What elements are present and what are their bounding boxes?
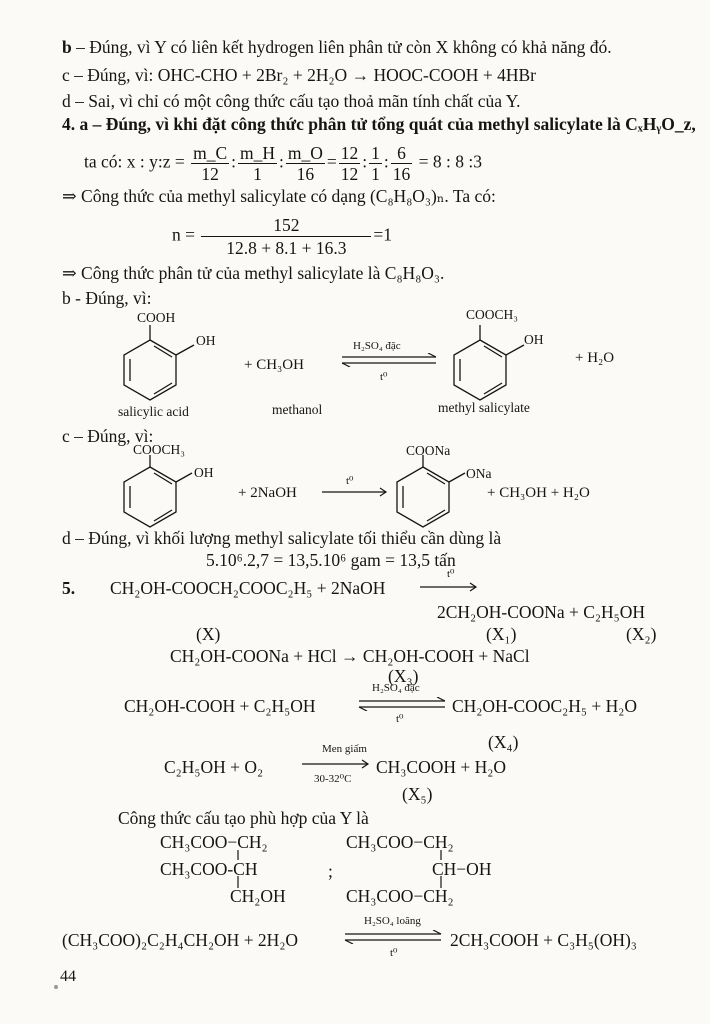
methyl-salicylate-top-label: COOCH₃ bbox=[466, 307, 518, 322]
salicylic-cooh-label: COOH bbox=[137, 310, 176, 325]
mass-calculation: 5.10⁶.2,7 = 13,5.10⁶ gam = 13,5 tấn bbox=[206, 550, 456, 570]
reaction-2: CH₂OH-COONa + HCl → CH₂OH-COOH + NaCl bbox=[170, 646, 530, 666]
reaction-4-right: CH₃COOH + H₂O bbox=[376, 757, 506, 777]
condition-men-giam: Men giấm bbox=[322, 743, 367, 755]
condition-h2so4-dac-r3: H₂SO₄ đặc bbox=[372, 682, 420, 694]
sodium-products: + CH₃OH + H₂O bbox=[487, 485, 590, 501]
reaction-arrow-c bbox=[320, 487, 390, 497]
y2-bonds bbox=[437, 850, 445, 890]
ms2-top-label: COOCH₃ bbox=[133, 442, 185, 457]
reaction-arrow-1 bbox=[418, 582, 480, 592]
fraction-mo: $\frac{m\_O}{16}$ bbox=[287, 143, 323, 184]
salicylic-oh-label: OH bbox=[196, 333, 216, 348]
molecular-formula-line: ⇒ Công thức phân tử của methyl salicylate là C₈H₈O₃. bbox=[62, 263, 445, 283]
hydrolysis-left: (CH₃COO)₂C₂H₄CH₂OH + 2H₂O bbox=[62, 930, 299, 950]
hydrolysis-right: 2CH₃COOH + C₃H₅(OH)₃ bbox=[450, 930, 637, 950]
water-product: + H₂O bbox=[575, 350, 615, 366]
answer-c2-line: c – Đúng, vì: bbox=[62, 426, 154, 446]
label-x3: (X₃) bbox=[388, 666, 419, 686]
fraction-mc: $\frac{m\_C}{12}$ bbox=[193, 143, 228, 184]
ratio-prefix: ta có: x : y:z = bbox=[84, 151, 185, 172]
answer-b-line: b – Đúng, vì Y có liên kết hydrogen liên phân tử còn X không có khả năng đó. bbox=[62, 37, 612, 57]
y-structure-title: Công thức cấu tạo phù hợp của Y là bbox=[118, 808, 369, 828]
equilibrium-arrow-hydrolysis bbox=[343, 930, 445, 944]
label-x5: (X₅) bbox=[402, 784, 433, 804]
ratio-equation: ta có: x : y:z = $\frac{m\_C}{12}$ : $\frac{m\_H}{1}$ : $\frac{m\_O}{16}$ = $\frac{12}{12}$ : $\frac{1}{1}$ : $\frac{6}{16}$ = 8 : 8 :3 bbox=[84, 143, 483, 184]
fraction-v2: $\frac{1}{1}$ bbox=[371, 143, 380, 184]
equilibrium-arrow-r3 bbox=[357, 697, 449, 711]
formula-form-line: ⇒ Công thức của methyl salicylate có dạng (C₈H₈O₃)ₙ. Ta có: bbox=[62, 186, 496, 206]
condition-t0-c: t⁰ bbox=[346, 475, 354, 487]
methyl-salicylate-name: methyl salicylate bbox=[438, 400, 530, 415]
answer-b2-line: b - Đúng, vì: bbox=[62, 288, 152, 308]
label-x1: (X₁) bbox=[486, 624, 517, 644]
condition-t0: t⁰ bbox=[380, 371, 388, 383]
condition-t0-hydrolysis: t⁰ bbox=[390, 947, 398, 959]
reaction-3-right: CH₂OH-COOC₂H₅ + H₂O bbox=[452, 696, 637, 716]
condition-t0-r1: t⁰ bbox=[447, 568, 455, 580]
y2-row-2: CH−OH bbox=[432, 859, 492, 879]
y2-row-3: CH₃COO−CH₂ bbox=[346, 886, 454, 906]
condition-h2so4-dac: H₂SO₄ đặc bbox=[353, 340, 401, 352]
answer-c-line: c – Đúng, vì: OHC-CHO + 2Br₂ + 2H₂O → HOOC-COOH + 4HBr bbox=[62, 65, 536, 85]
answer-d2-line: d – Đúng, vì khối lượng methyl salicylate tối thiểu cần dùng là bbox=[62, 528, 502, 548]
page-number: 44 bbox=[60, 968, 76, 985]
label-x2: (X₂) bbox=[626, 624, 657, 644]
fraction-v1: $\frac{12}{12}$ bbox=[340, 143, 359, 184]
condition-temp-range: 30-32⁰C bbox=[314, 773, 352, 785]
label-x: (X) bbox=[196, 624, 221, 644]
condition-h2so4-loang: H₂SO₄ loãng bbox=[364, 915, 421, 927]
ratio-result: = 8 : 8 :3 bbox=[418, 151, 483, 172]
question-4a-line: 4. a – Đúng, vì khi đặt công thức phân tử tổng quát của methyl salicylate là CₓHᵧO_z, bbox=[62, 114, 696, 134]
equilibrium-arrow bbox=[340, 353, 440, 367]
y1-bonds bbox=[234, 850, 242, 890]
methanol-name: methanol bbox=[272, 402, 323, 417]
fraction-v3: $\frac{6}{16}$ bbox=[392, 143, 411, 184]
y2-row-1: CH₃COO−CH₂ bbox=[346, 832, 454, 852]
y-separator: ; bbox=[328, 861, 333, 881]
salicylic-name: salicylic acid bbox=[118, 404, 189, 419]
answer-d-line: d – Sai, vì chỉ có một công thức cấu tạo thoả mãn tính chất của Y. bbox=[62, 91, 521, 111]
ms2-oh-label: OH bbox=[194, 465, 214, 480]
n-result: =1 bbox=[373, 224, 392, 245]
page-speck bbox=[54, 985, 58, 989]
n-equation bbox=[172, 214, 392, 259]
sodium-top-label: COONa bbox=[406, 443, 451, 458]
methyl-salicylate-oh-label: OH bbox=[524, 332, 544, 347]
naoh-reagent: + 2NaOH bbox=[238, 485, 297, 501]
methanol-formula: + CH₃OH bbox=[244, 357, 304, 373]
fraction-mh: $\frac{m\_H}{1}$ bbox=[240, 143, 276, 184]
n-fraction: $\frac{152}{12.8 + 8.1 + 16.3}$ bbox=[201, 214, 371, 259]
sodium-ona-label: ONa bbox=[466, 466, 492, 481]
reaction-1-products: 2CH₂OH-COONa + C₂H₅OH bbox=[437, 602, 646, 622]
label-x4: (X₄) bbox=[488, 732, 519, 752]
y1-row-2: CH₃COO-CH bbox=[160, 859, 258, 879]
y1-row-3: CH₂OH bbox=[230, 886, 286, 906]
question-5-number: 5. bbox=[62, 578, 76, 598]
reaction-arrow-4 bbox=[300, 759, 372, 769]
reaction-4-left: C₂H₅OH + O₂ bbox=[164, 757, 264, 777]
y1-row-1: CH₃COO−CH₂ bbox=[160, 832, 268, 852]
reaction-1-left: CH₂OH-COOCH₂COOC₂H₅ + 2NaOH bbox=[110, 578, 386, 598]
condition-t0-r3: t⁰ bbox=[396, 713, 404, 725]
n-prefix: n = bbox=[172, 224, 195, 245]
reaction-3-left: CH₂OH-COOH + C₂H₅OH bbox=[124, 696, 316, 716]
